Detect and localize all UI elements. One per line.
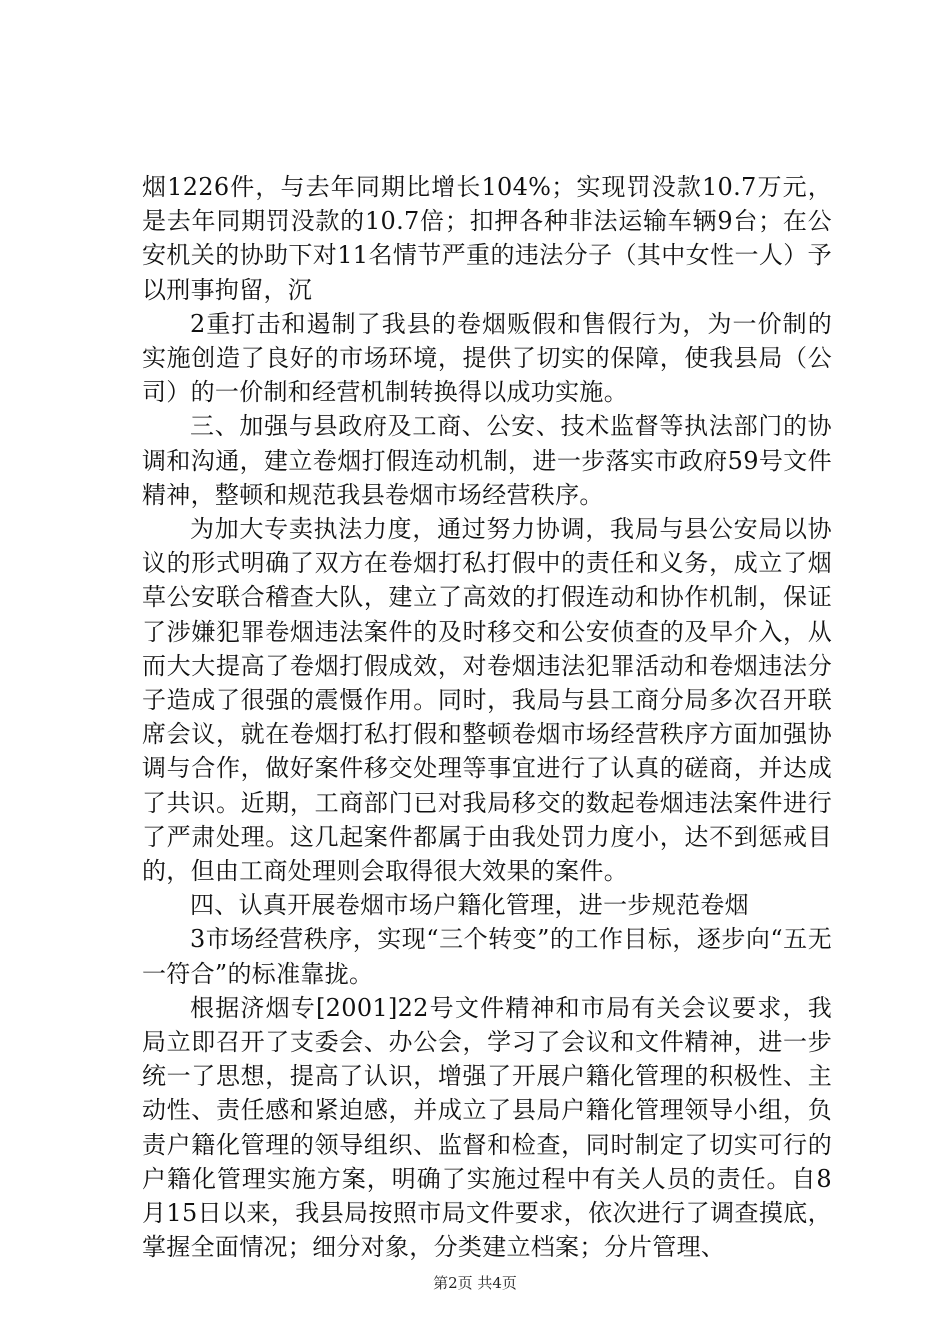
paragraph-3: 三、加强与县政府及工商、公安、技术监督等执法部门的协调和沟通，建立卷烟打假连动机制，进一步落实市政府59号文件精神，整顿和规范我县卷烟市场经营秩序。 bbox=[142, 412, 832, 509]
paragraph-5: 四、认真开展卷烟市场户籍化管理，进一步规范卷烟 bbox=[190, 891, 749, 920]
page-number-label: 第2页 共4页 bbox=[433, 1274, 517, 1292]
page-footer bbox=[0, 1273, 950, 1293]
paragraph-1: 烟1226件，与去年同期比增长104%；实现罚没款10.7万元，是去年同期罚没款的10.7倍；扣押各种非法运输车辆9台；在公安机关的协助下对11名情节严重的违法分子（其中女性一人）予以刑事拘留，沉 bbox=[142, 173, 832, 304]
paragraph-4: 为加大专卖执法力度，通过努力协调，我局与县公安局以协议的形式明确了双方在卷烟打私打假中的责任和义务，成立了烟草公安联合稽查大队，建立了高效的打假连动和协作机制，保证了涉嫌犯罪卷烟违法案件的及时移交和公安侦查的及早介入，从而大大提高了卷烟打假成效，对卷烟违法犯罪活动和卷烟违法分子造成了很强的震慑作用。同时，我局与县工商分局多次召开联席会议，就在卷烟打私打假和整顿卷烟市场经营秩序方面加强协调与合作，做好案件移交处理等事宜进行了认真的磋商，并达成了共识。近期，工商部门已对我局移交的数起卷烟违法案件进行了严肃处理。这几起案件都属于由我处罚力度小，达不到惩戒目的，但由工商处理则会取得很大效果的案件。 bbox=[142, 515, 832, 886]
paragraph-2: 2重打击和遏制了我县的卷烟贩假和售假行为，为一价制的实施创造了良好的市场环境，提供了切实的保障，使我县局（公司）的一价制和经营机制转换得以成功实施。 bbox=[142, 309, 832, 407]
document-body bbox=[142, 170, 832, 1265]
paragraph-7: 根据济烟专[2001]22号文件精神和市局有关会议要求，我局立即召开了支委会、办公会，学习了会议和文件精神，进一步统一了思想，提高了认识，增强了开展户籍化管理的积极性、主动性、责任感和紧迫感，并成立了县局户籍化管理领导小组，负责户籍化管理的领导组织、监督和检查，同时制定了切实可行的户籍化管理实施方案，明确了实施过程中有关人员的责任。自8月15日以来，我县局按照市局文件要求，依次进行了调查摸底，掌握全面情况；细分对象，分类建立档案；分片管理、 bbox=[142, 993, 832, 1262]
paragraph-6: 3市场经营秩序，实现“三个转变”的工作目标，逐步向“五无一符合”的标准靠拢。 bbox=[142, 925, 832, 988]
